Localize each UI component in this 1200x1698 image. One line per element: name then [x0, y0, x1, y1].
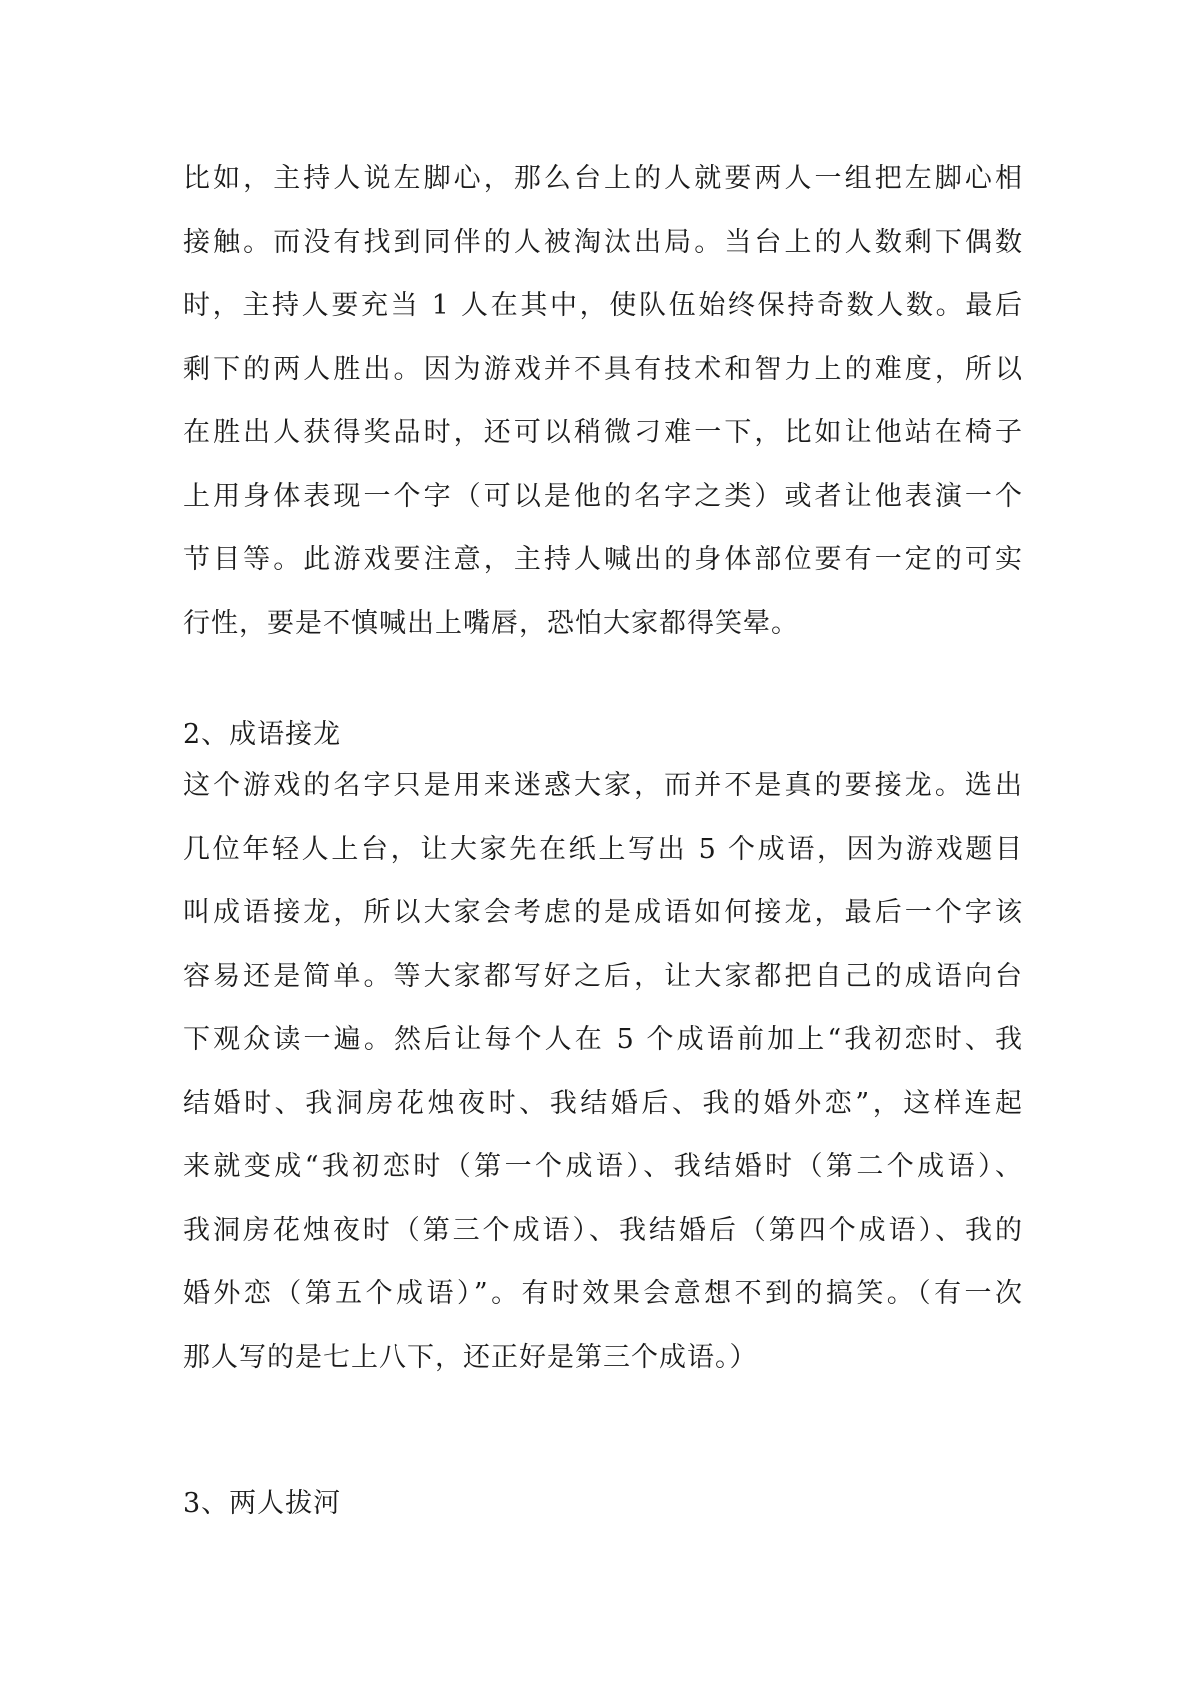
paragraph-line: 叫成语接龙，所以大家会考虑的是成语如何接龙，最后一个字该 — [183, 897, 1023, 928]
paragraph-line: 容易还是简单。等大家都写好之后，让大家都把自己的成语向台 — [183, 960, 1023, 992]
paragraph-line: 结婚时、我洞房花烛夜时、我结婚后、我的婚外恋”，这样连起 — [183, 1087, 1023, 1119]
section-heading-2: 2、成语接龙 — [183, 719, 342, 750]
paragraph-line: 接触。而没有找到同伴的人被淘汰出局。当台上的人数剩下偶数 — [183, 226, 1023, 258]
paragraph-line: 节目等。此游戏要注意，主持人喊出的身体部位要有一定的可实 — [183, 544, 1023, 575]
paragraph-line: 婚外恋（第五个成语）”。有时效果会意想不到的搞笑。（有一次 — [183, 1278, 1023, 1309]
paragraph-line: 下观众读一遍。然后让每个人在 5 个成语前加上“我初恋时、我 — [183, 1024, 1023, 1055]
paragraph-line: 上用身体表现一个字（可以是他的名字之类）或者让他表演一个 — [183, 480, 1023, 512]
paragraph-line: 比如，主持人说左脚心，那么台上的人就要两人一组把左脚心相 — [183, 163, 1023, 194]
paragraph-line: 几位年轻人上台，让大家先在纸上写出 5 个成语，因为游戏题目 — [183, 833, 1023, 865]
paragraph-line: 行性，要是不慎喊出上嘴唇，恐怕大家都得笑晕。 — [183, 607, 799, 639]
paragraph-line: 在胜出人获得奖品时，还可以稍微刁难一下，比如让他站在椅子 — [183, 417, 1023, 448]
paragraph-line: 来就变成“我初恋时（第一个成语）、我结婚时（第二个成语）、 — [183, 1151, 1023, 1182]
paragraph-line: 这个游戏的名字只是用来迷惑大家，而并不是真的要接龙。选出 — [183, 770, 1023, 801]
paragraph-body-2 — [183, 754, 1023, 1389]
section-heading-3: 3、两人拔河 — [183, 1488, 342, 1519]
paragraph-line: 时，主持人要充当 1 人在其中，使队伍始终保持奇数人数。最后 — [183, 290, 1023, 321]
paragraph-line: 我洞房花烛夜时（第三个成语）、我结婚后（第四个成语）、我的 — [183, 1214, 1023, 1246]
paragraph-body-1 — [183, 147, 1023, 655]
paragraph-line: 剩下的两人胜出。因为游戏并不具有技术和智力上的难度，所以 — [183, 353, 1023, 385]
paragraph-line: 那人写的是七上八下，还正好是第三个成语。） — [183, 1341, 758, 1373]
